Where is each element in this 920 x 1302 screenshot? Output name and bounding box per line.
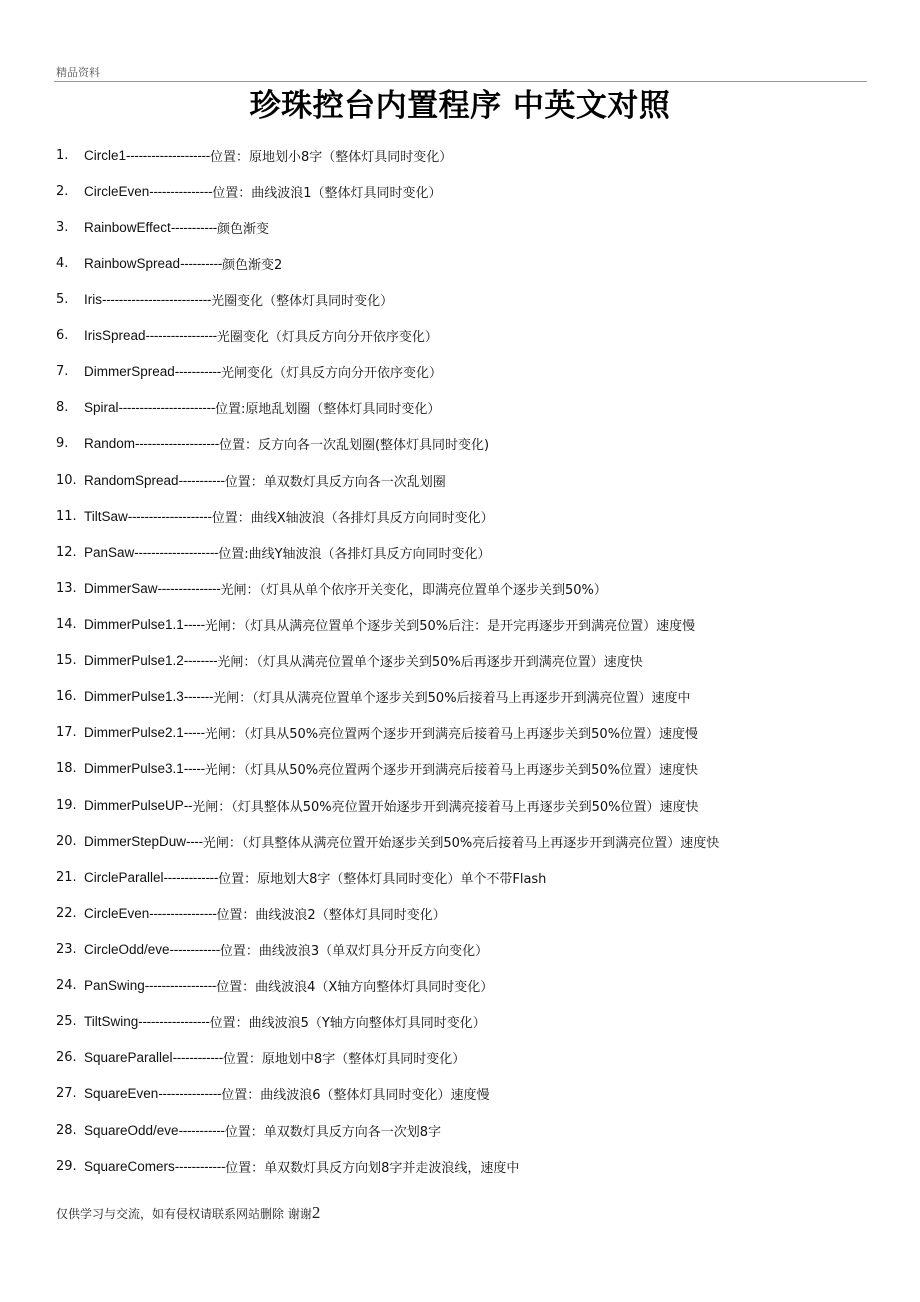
item-program-name: DimmerPulse1.2 — [84, 653, 184, 669]
item-number: 14. — [56, 616, 77, 632]
list-item — [56, 643, 886, 679]
list-item — [56, 173, 886, 209]
list-item — [56, 823, 886, 859]
list-item — [56, 787, 886, 823]
item-description: 位置：反方向各一次乱划圈(整体灯具同时变化) — [218, 438, 490, 454]
item-program-name: Random — [84, 436, 136, 452]
item-description: 光闸变化（灯具反方向分开依序变化） — [220, 366, 442, 382]
item-leader: -------------------------- — [102, 291, 212, 307]
item-program-name: SquareEven — [84, 1086, 159, 1102]
item-program-name: CircleParallel — [84, 869, 164, 885]
item-description: 光闸：（灯具从50%亮位置两个逐步开到满亮后接着马上再逐步关到50%位置）速度慢 — [204, 727, 699, 743]
list-item — [56, 462, 886, 498]
list-item — [56, 859, 886, 895]
item-number: 13. — [56, 580, 77, 596]
item-description: 光闸：（灯具从单个依序开关变化，即满亮位置单个逐步关到50%） — [220, 582, 607, 598]
item-description: 光圈变化（整体灯具同时变化） — [211, 293, 394, 309]
list-item — [56, 931, 886, 967]
program-list — [56, 137, 886, 1184]
item-leader: ------------ — [169, 941, 220, 957]
item-description: 颜色渐变2 — [222, 257, 283, 273]
item-program-name: DimmerStepDuw — [84, 833, 187, 849]
item-program-name: DimmerSaw — [84, 580, 158, 596]
header-divider — [54, 81, 867, 82]
item-description: 位置：原地划中8字（整体灯具同时变化） — [222, 1052, 466, 1068]
item-number: 4. — [56, 255, 69, 271]
page-number: 2 — [311, 1203, 321, 1222]
item-leader: -- — [183, 797, 193, 813]
item-leader: ----- — [183, 725, 205, 741]
item-leader: ---------------- — [149, 905, 217, 921]
list-item — [56, 679, 886, 715]
item-program-name: IrisSpread — [84, 328, 146, 344]
item-leader: -------------------- — [126, 147, 210, 163]
list-item — [56, 209, 886, 245]
item-program-name: Iris — [84, 291, 102, 307]
item-leader: ------------- — [163, 869, 219, 885]
item-description: 光圈变化（灯具反方向分开依序变化） — [216, 330, 438, 346]
item-leader: ---------- — [180, 255, 223, 271]
item-leader: ----------- — [178, 472, 225, 488]
footer-note: 仅供学习与交流，如有侵权请联系网站删除 谢谢 — [56, 1207, 312, 1221]
list-item — [56, 318, 886, 354]
item-description: 位置：单双数灯具反方向各一次乱划圈 — [224, 474, 446, 490]
item-number: 28. — [56, 1122, 77, 1138]
list-item — [56, 570, 886, 606]
item-program-name: DimmerSpread — [84, 364, 175, 380]
item-number: 21. — [56, 869, 77, 885]
item-program-name: TiltSwing — [84, 1014, 139, 1030]
list-item — [56, 606, 886, 642]
item-program-name: SquareParallel — [84, 1050, 173, 1066]
item-program-name: DimmerPulse3.1 — [84, 761, 184, 777]
item-number: 19. — [56, 797, 77, 813]
item-program-name: RandomSpread — [84, 472, 179, 488]
page-title: 珍珠控台内置程序 中英文对照 — [249, 88, 671, 124]
item-leader: --------------- — [157, 580, 221, 596]
item-number: 29. — [56, 1158, 77, 1174]
item-number: 24. — [56, 978, 77, 994]
item-description: 位置：曲线波浪1（整体灯具同时变化） — [212, 185, 442, 201]
item-number: 11. — [56, 508, 77, 524]
item-leader: ------------ — [174, 1158, 226, 1174]
list-item — [56, 895, 886, 931]
item-description: 位置：曲线波浪2（整体灯具同时变化） — [216, 907, 446, 923]
item-description: 颜色渐变 — [216, 221, 269, 237]
item-program-name: DimmerPulse2.1 — [84, 725, 184, 741]
item-description: 位置：曲线X轴波浪（各排灯具反方向同时变化） — [211, 510, 494, 526]
item-program-name: Spiral — [84, 400, 119, 416]
item-leader: ----- — [183, 616, 205, 632]
item-leader: ----------- — [178, 1122, 225, 1138]
item-description: 光闸：（灯具整体从50%亮位置开始逐步开到满亮接着马上再逐步关到50%位置）速度快 — [192, 799, 699, 815]
item-leader: --------------- — [149, 183, 213, 199]
list-item — [56, 1004, 886, 1040]
list-item — [56, 390, 886, 426]
item-program-name: DimmerPulseUP — [84, 797, 184, 813]
item-description: 位置：曲线波浪6（整体灯具同时变化）速度慢 — [221, 1088, 490, 1104]
item-program-name: PanSaw — [84, 544, 135, 560]
item-description: 位置：曲线波浪5（Y轴方向整体灯具同时变化） — [209, 1016, 486, 1032]
list-item — [56, 534, 886, 570]
header-label: 精品资料 — [56, 66, 100, 79]
item-number: 5. — [56, 291, 69, 307]
item-description: 光闸：（灯具整体从满亮位置开始逐步关到50%亮后接着马上再逐步开到满亮位置）速度快 — [202, 835, 720, 851]
item-number: 12. — [56, 544, 77, 560]
item-number: 20. — [56, 833, 77, 849]
item-description: 光闸：（灯具从满亮位置单个逐步关到50%后接着马上再逐步开到满亮位置）速度中 — [213, 691, 691, 707]
item-description: 光闸：（灯具从满亮位置单个逐步关到50%后注：是开完再逐步开到满亮位置）速度慢 — [204, 618, 696, 634]
item-program-name: PanSwing — [84, 978, 145, 994]
list-item — [56, 1148, 886, 1184]
item-program-name: RainbowSpread — [84, 255, 181, 271]
item-description: 光闸：（灯具从满亮位置单个逐步关到50%后再逐步开到满亮位置）速度快 — [217, 655, 643, 671]
item-number: 22. — [56, 905, 77, 921]
item-number: 27. — [56, 1086, 77, 1102]
item-program-name: DimmerPulse1.3 — [84, 689, 184, 705]
list-item — [56, 751, 886, 787]
item-description: 位置：原地划小8字（整体灯具同时变化） — [209, 149, 453, 165]
item-description: 位置:原地乱划圈（整体灯具同时变化） — [215, 402, 441, 418]
item-program-name: SquareOdd/eve — [84, 1122, 179, 1138]
item-number: 10. — [56, 472, 77, 488]
item-leader: ----------- — [174, 364, 221, 380]
item-program-name: RainbowEffect — [84, 219, 171, 235]
item-leader: ----------------------- — [118, 400, 216, 416]
list-item — [56, 426, 886, 462]
item-program-name: Circle1 — [84, 147, 127, 163]
item-leader: ----- — [183, 761, 205, 777]
item-description: 位置:曲线Y轴波浪（各排灯具反方向同时变化） — [218, 546, 491, 562]
item-description: 光闸：（灯具从50%亮位置两个逐步开到满亮后接着马上再逐步关到50%位置）速度快 — [204, 763, 699, 779]
item-leader: -------------------- — [135, 436, 219, 452]
item-leader: ----------- — [170, 219, 217, 235]
item-program-name: DimmerPulse1.1 — [84, 616, 184, 632]
list-item — [56, 137, 886, 173]
item-number: 23. — [56, 941, 77, 957]
item-program-name: CircleEven — [84, 905, 150, 921]
item-program-name: CircleEven — [84, 183, 150, 199]
item-leader: -------------------- — [134, 544, 219, 560]
item-program-name: TiltSaw — [84, 508, 128, 524]
item-number: 7. — [56, 364, 69, 380]
item-number: 17. — [56, 725, 77, 741]
item-number: 26. — [56, 1050, 77, 1066]
item-number: 9. — [56, 436, 69, 452]
item-description: 位置：单双数灯具反方向划8字并走波浪线，速度中 — [225, 1160, 520, 1176]
item-number: 15. — [56, 653, 77, 669]
item-leader: ---- — [186, 833, 203, 849]
list-item — [56, 1112, 886, 1148]
item-leader: -------- — [183, 653, 218, 669]
item-number: 25. — [56, 1014, 77, 1030]
item-leader: -------------------- — [127, 508, 212, 524]
item-number: 3. — [56, 219, 69, 235]
item-leader: ------- — [183, 689, 214, 705]
item-leader: --------------- — [158, 1086, 222, 1102]
footer — [56, 1203, 320, 1223]
item-number: 2. — [56, 183, 69, 199]
item-description: 位置：单双数灯具反方向各一次划8字 — [224, 1124, 442, 1140]
item-description: 位置：曲线波浪3（单双灯具分开反方向变化） — [219, 943, 489, 959]
list-item — [56, 281, 886, 317]
item-number: 18. — [56, 761, 77, 777]
item-program-name: CircleOdd/eve — [84, 941, 170, 957]
item-number: 16. — [56, 689, 77, 705]
item-number: 8. — [56, 400, 69, 416]
item-number: 1. — [56, 147, 69, 163]
list-item — [56, 968, 886, 1004]
item-description: 位置：曲线波浪4（X轴方向整体灯具同时变化） — [216, 980, 494, 996]
list-item — [56, 1040, 886, 1076]
list-item — [56, 1076, 886, 1112]
item-leader: ----------------- — [144, 978, 217, 994]
item-leader: ----------------- — [145, 328, 217, 344]
list-item — [56, 715, 886, 751]
item-leader: ------------ — [172, 1050, 223, 1066]
list-item — [56, 498, 886, 534]
list-item — [56, 245, 886, 281]
item-description: 位置：原地划大8字（整体灯具同时变化）单个不带Flash — [218, 871, 547, 887]
list-item — [56, 354, 886, 390]
item-leader: ----------------- — [138, 1014, 210, 1030]
item-program-name: SquareComers — [84, 1158, 175, 1174]
item-number: 6. — [56, 328, 69, 344]
